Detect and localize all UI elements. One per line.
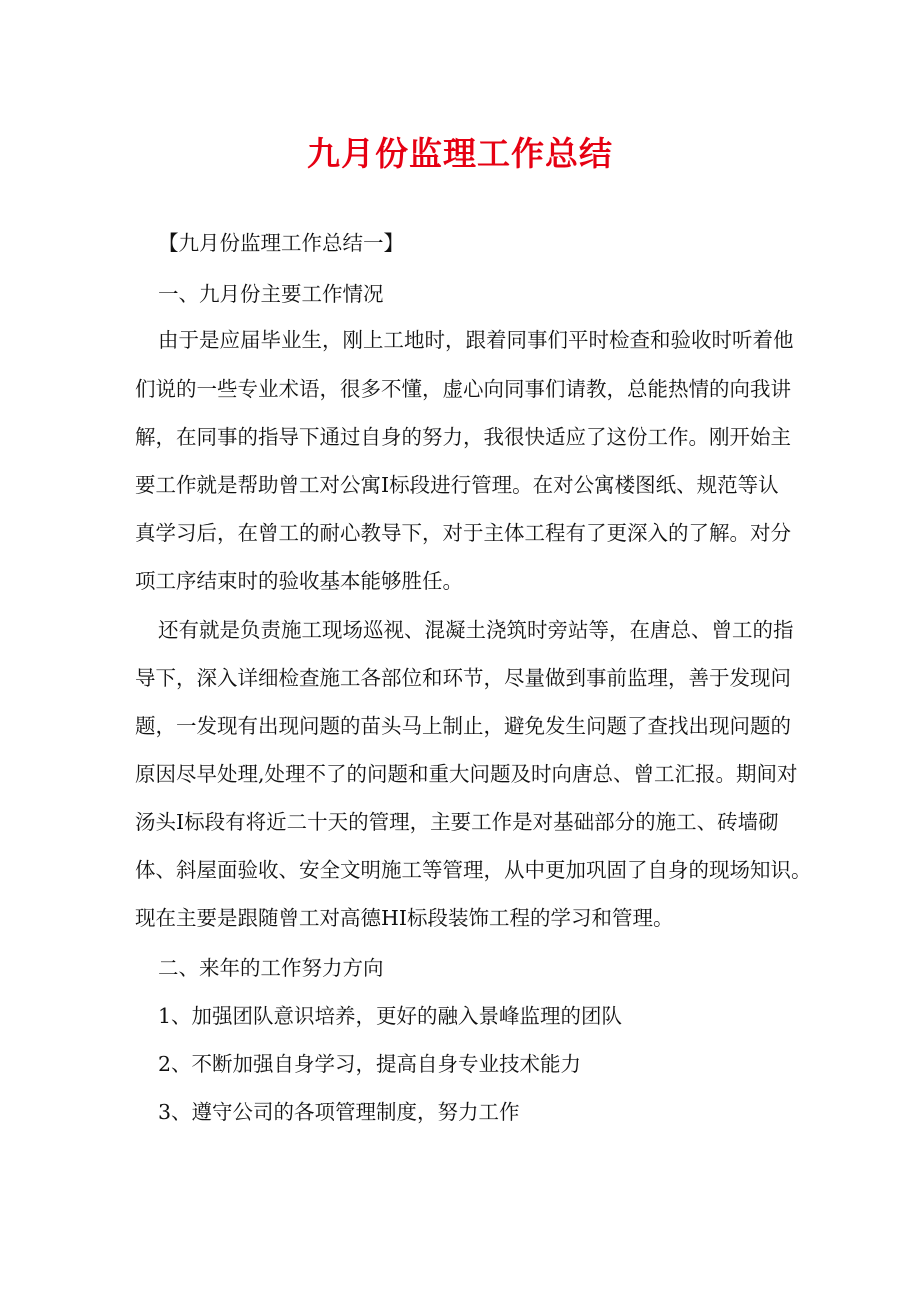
list-item: 1、加强团队意识培养，更好的融入景峰监理的团队 (158, 1004, 623, 1028)
paragraph-1-line: 由于是应届毕业生，刚上工地时，跟着同事们平时检查和验收时听着他 (158, 328, 794, 352)
paragraph-2-line: 现在主要是跟随曾工对高德HI标段装饰工程的学习和管理。 (135, 906, 674, 930)
paragraph-2-line: 汤头Ⅰ标段有将近二十天的管理，主要工作是对基础部分的施工、砖墙砌 (135, 810, 779, 834)
paragraph-1-line: 们说的一些专业术语，很多不懂，虚心向同事们请教，总能热情的向我讲 (135, 377, 791, 401)
paragraph-1-line: 解，在同事的指导下通过自身的努力，我很快适应了这份工作。刚开始主 (135, 425, 791, 449)
document-title: 九月份监理工作总结 (307, 134, 613, 173)
paragraph-2-line: 导下，深入详细检查施工各部位和环节，尽量做到事前监理，善于发现问 (135, 666, 791, 690)
paragraph-2-line: 原因尽早处理,处理不了的问题和重大问题及时向唐总、曾工汇报。期间对 (135, 762, 798, 786)
paragraph-2-line: 还有就是负责施工现场巡视、混凝土浇筑时旁站等，在唐总、曾工的指 (158, 618, 794, 642)
paragraph-2-line: 体、斜屋面验收、安全文明施工等管理，从中更加巩固了自身的现场知识。 (135, 858, 812, 882)
section-heading-1: 一、九月份主要工作情况 (158, 282, 384, 306)
document-subtitle: 【九月份监理工作总结一】 (158, 231, 404, 255)
paragraph-2-line: 题，一发现有出现问题的苗头马上制止，避免发生问题了查找出现问题的 (135, 714, 791, 738)
section-heading-2: 二、来年的工作努力方向 (158, 956, 384, 980)
paragraph-1-line: 真学习后，在曾工的耐心教导下，对于主体工程有了更深入的了解。对分 (135, 521, 791, 545)
list-item: 3、遵守公司的各项管理制度，努力工作 (158, 1100, 520, 1124)
paragraph-1-line: 要工作就是帮助曾工对公寓Ⅰ标段进行管理。在对公寓楼图纸、规范等认 (135, 473, 779, 497)
list-item: 2、不断加强自身学习，提高自身专业技术能力 (158, 1052, 582, 1076)
paragraph-1-line: 项工序结束时的验收基本能够胜任。 (135, 569, 463, 593)
